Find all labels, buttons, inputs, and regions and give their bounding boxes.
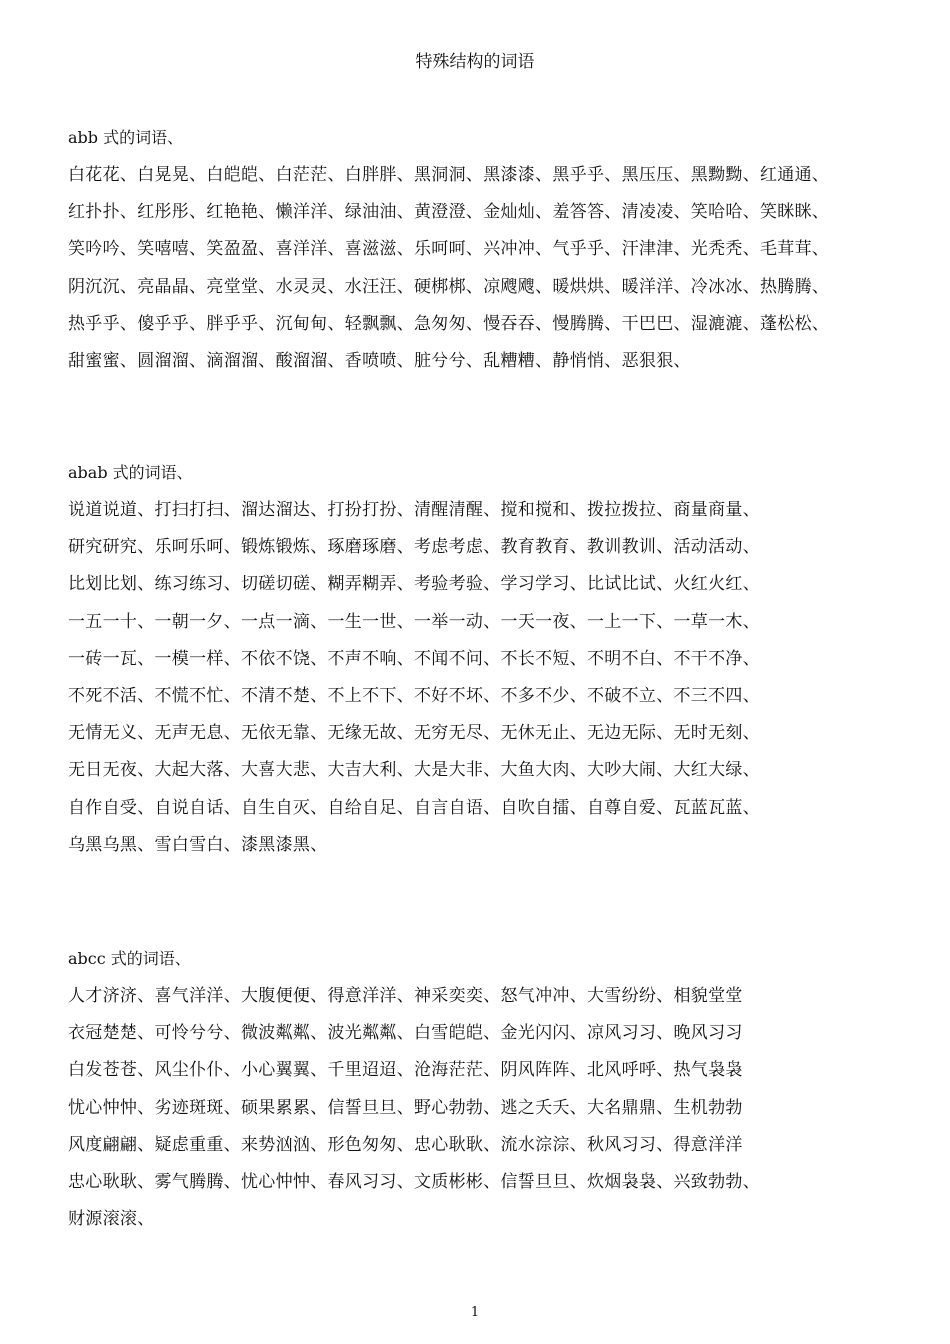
word-line: 白发苍苍、风尘仆仆、小心翼翼、千里迢迢、沧海茫茫、阴风阵阵、北风呼呼、热气袅袅 [68,1060,743,1081]
word-line: 一五一十、一朝一夕、一点一滴、一生一世、一举一动、一天一夜、一上一下、一草一木、 [68,611,760,632]
section-heading: abab 式的词语、 [68,463,193,482]
word-line: 热乎乎、傻乎乎、胖乎乎、沉甸甸、轻飘飘、急匆匆、慢吞吞、慢腾腾、干巴巴、湿漉漉、蓬松松、 [68,313,830,334]
word-line: 甜蜜蜜、圆溜溜、滴溜溜、酸溜溜、香喷喷、脏兮兮、乱糟糟、静悄悄、恶狠狠、 [68,350,691,371]
word-line: 无情无义、无声无息、无依无靠、无缘无故、无穷无尽、无休无止、无边无际、无时无刻、 [68,723,760,744]
word-line: 无日无夜、大起大落、大喜大悲、大吉大利、大是大非、大鱼大肉、大吵大闹、大红大绿、 [68,760,760,781]
page-number: 1 [470,1305,480,1320]
word-line: 人才济济、喜气洋洋、大腹便便、得意洋洋、神采奕奕、怒气冲冲、大雪纷纷、相貌堂堂 [68,986,743,1006]
page-title: 特殊结构的词语 [415,52,535,72]
word-line: 说道说道、打扫打扫、溜达溜达、打扮打扮、清醒清醒、搅和搅和、拨拉拨拉、商量商量、 [68,500,760,520]
word-line: 自作自受、自说自话、自生自灭、自给自足、自言自语、自吹自擂、自尊自爱、瓦蓝瓦蓝、 [68,797,760,818]
word-line: 乌黑乌黑、雪白雪白、漆黑漆黑、 [68,834,328,855]
section-heading: abcc 式的词语、 [68,949,191,968]
word-line: 忠心耿耿、雾气腾腾、忧心忡忡、春风习习、文质彬彬、信誓旦旦、炊烟袅袅、兴致勃勃、 [68,1171,760,1192]
word-line: 比划比划、练习练习、切磋切磋、糊弄糊弄、考验考验、学习学习、比试比试、火红火红、 [68,574,760,595]
word-line: 衣冠楚楚、可怜兮兮、微波粼粼、波光粼粼、白雪皑皑、金光闪闪、凉风习习、晚风习习 [68,1023,743,1044]
section-abcc-words [68,947,908,1244]
word-line: 研究研究、乐呵乐呵、锻炼锻炼、琢磨琢磨、考虑考虑、教育教育、教训教训、活动活动、 [68,537,760,558]
section-heading: abb 式的词语、 [68,128,184,147]
word-line: 风度翩翩、疑虑重重、来势汹汹、形色匆匆、忠心耿耿、流水淙淙、秋风习习、得意洋洋 [68,1134,743,1155]
word-line: 一砖一瓦、一模一样、不依不饶、不声不响、不闻不问、不长不短、不明不白、不干不净、 [68,648,760,669]
word-line: 笑吟吟、笑嘻嘻、笑盈盈、喜洋洋、喜滋滋、乐呵呵、兴冲冲、气乎乎、汗津津、光秃秃、毛茸茸、 [68,239,830,260]
section-abab-words [68,461,908,870]
word-line: 阴沉沉、亮晶晶、亮堂堂、水灵灵、水汪汪、硬梆梆、凉飕飕、暖烘烘、暖洋洋、冷冰冰、热腾腾、 [68,276,830,297]
word-line: 白花花、白晃晃、白皑皑、白茫茫、白胖胖、黑洞洞、黑漆漆、黑乎乎、黑压压、黑黝黝、红通通、 [68,165,830,185]
section-abb-words [68,126,908,386]
word-line: 忧心忡忡、劣迹斑斑、硕果累累、信誓旦旦、野心勃勃、逃之夭夭、大名鼎鼎、生机勃勃 [68,1097,743,1118]
word-line: 红扑扑、红彤彤、红艳艳、懒洋洋、绿油油、黄澄澄、金灿灿、羞答答、清凌凌、笑哈哈、笑眯眯、 [68,202,830,223]
word-line: 不死不活、不慌不忙、不清不楚、不上不下、不好不坏、不多不少、不破不立、不三不四、 [68,685,760,706]
word-line: 财源滚滚、 [68,1209,155,1230]
